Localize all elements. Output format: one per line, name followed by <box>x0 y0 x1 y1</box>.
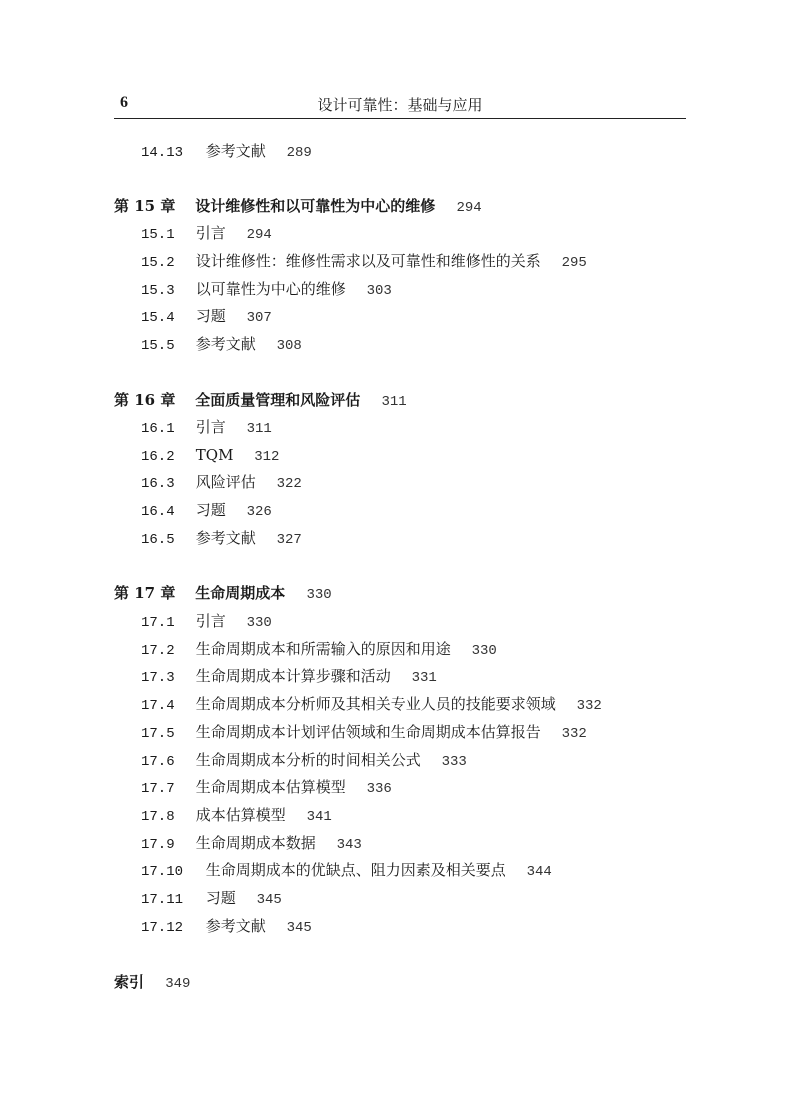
section-number: 15.5 <box>141 338 175 354</box>
section-title: 以可靠性为中心的维修 <box>195 280 346 298</box>
section-title: 生命周期成本数据 <box>195 834 316 852</box>
chapter-heading[interactable] <box>114 390 407 412</box>
page-ref: 322 <box>276 476 302 492</box>
section-title: 习题 <box>195 307 226 325</box>
toc-entry[interactable] <box>141 694 602 716</box>
chapter-title: 全面质量管理和风险评估 <box>195 391 361 409</box>
section-title: 生命周期成本的优缺点、阻力因素及相关要点 <box>205 861 506 879</box>
section-title: 参考文献 <box>195 529 256 547</box>
section-number: 17.10 <box>141 864 184 880</box>
section-title: 引言 <box>195 612 226 630</box>
section-title: 生命周期成本分析师及其相关专业人员的技能要求领域 <box>195 695 556 713</box>
page-ref: 327 <box>276 532 302 548</box>
section-number: 16.3 <box>141 476 175 492</box>
page-ref: 345 <box>256 892 282 908</box>
toc-entry[interactable] <box>141 334 302 356</box>
running-title: 设计可靠性：基础与应用 <box>317 96 483 114</box>
page-ref: 330 <box>246 615 272 631</box>
toc-entry[interactable] <box>141 639 497 661</box>
index-label: 索引 <box>114 973 145 991</box>
section-title: TQM <box>195 446 234 464</box>
page-ref: 344 <box>526 864 552 880</box>
page-ref: 333 <box>441 754 467 770</box>
toc-entry[interactable] <box>141 417 272 439</box>
section-number: 17.12 <box>141 920 184 936</box>
toc-entry[interactable] <box>141 666 437 688</box>
toc-entry[interactable] <box>141 251 587 273</box>
toc-entry[interactable] <box>141 916 312 938</box>
section-title: 引言 <box>195 224 226 242</box>
chapter-label: 第 16 章 <box>114 391 176 409</box>
section-title: 成本估算模型 <box>195 806 286 824</box>
toc-entry[interactable] <box>141 777 392 799</box>
section-number: 16.1 <box>141 421 175 437</box>
section-number: 16.4 <box>141 504 175 520</box>
section-number: 15.3 <box>141 283 175 299</box>
running-header <box>114 92 686 119</box>
page-ref: 289 <box>286 145 312 161</box>
page-ref: 326 <box>246 504 272 520</box>
page-ref: 331 <box>411 670 437 686</box>
section-number: 16.5 <box>141 532 175 548</box>
section-number: 17.11 <box>141 892 184 908</box>
toc-entry[interactable] <box>141 888 282 910</box>
toc-entry[interactable] <box>141 223 272 245</box>
section-number: 15.2 <box>141 255 175 271</box>
section-number: 17.9 <box>141 837 175 853</box>
section-title: 生命周期成本分析的时间相关公式 <box>195 751 421 769</box>
toc-entry[interactable] <box>141 306 272 328</box>
toc-entry[interactable] <box>141 750 467 772</box>
section-title: 参考文献 <box>205 142 266 160</box>
toc-entry[interactable] <box>141 279 392 301</box>
section-number: 17.1 <box>141 615 175 631</box>
section-number: 17.6 <box>141 754 175 770</box>
section-title: 引言 <box>195 418 226 436</box>
toc-entry[interactable] <box>141 528 302 550</box>
section-title: 风险评估 <box>195 473 256 491</box>
section-title: 习题 <box>195 501 226 519</box>
page-ref: 341 <box>306 809 332 825</box>
page-ref: 343 <box>336 837 362 853</box>
section-number: 17.8 <box>141 809 175 825</box>
toc-entry[interactable] <box>141 445 279 467</box>
toc-entry[interactable] <box>141 860 552 882</box>
page-ref: 308 <box>276 338 302 354</box>
chapter-title: 设计维修性和以可靠性为中心的维修 <box>195 197 436 215</box>
chapter-label: 第 15 章 <box>114 197 176 215</box>
section-title: 参考文献 <box>205 917 266 935</box>
section-number: 17.2 <box>141 643 175 659</box>
section-title: 参考文献 <box>195 335 256 353</box>
page-ref: 294 <box>246 227 272 243</box>
toc-entry[interactable] <box>141 722 587 744</box>
section-number: 16.2 <box>141 449 175 465</box>
page-ref: 336 <box>366 781 392 797</box>
section-title: 习题 <box>205 889 236 907</box>
section-number: 17.7 <box>141 781 175 797</box>
chapter-heading[interactable] <box>114 196 482 218</box>
page-ref: 303 <box>366 283 392 299</box>
page-number: 6 <box>120 94 128 111</box>
page-ref: 294 <box>456 200 482 216</box>
page-ref: 330 <box>306 587 332 603</box>
section-number: 15.4 <box>141 310 175 326</box>
chapter-label: 第 17 章 <box>114 584 176 602</box>
section-number: 14.13 <box>141 145 184 161</box>
page-ref: 312 <box>254 449 280 465</box>
chapter-heading[interactable] <box>114 583 332 605</box>
section-title: 生命周期成本计划评估领域和生命周期成本估算报告 <box>195 723 541 741</box>
page-ref: 332 <box>576 698 602 714</box>
page-ref: 311 <box>381 394 407 410</box>
page-ref: 295 <box>561 255 587 271</box>
page-ref: 307 <box>246 310 272 326</box>
page-ref: 311 <box>246 421 272 437</box>
toc-entry[interactable] <box>141 611 272 633</box>
page-ref: 330 <box>471 643 497 659</box>
page-ref: 332 <box>561 726 587 742</box>
toc-entry[interactable] <box>141 805 332 827</box>
section-title: 生命周期成本计算步骤和活动 <box>195 667 391 685</box>
page-ref: 345 <box>286 920 312 936</box>
section-title: 生命周期成本估算模型 <box>195 778 346 796</box>
toc-entry[interactable] <box>141 472 302 494</box>
section-number: 17.3 <box>141 670 175 686</box>
chapter-title: 生命周期成本 <box>195 584 286 602</box>
toc-entry[interactable] <box>141 141 312 163</box>
toc-entry[interactable] <box>141 833 362 855</box>
toc-entry[interactable] <box>141 500 272 522</box>
section-number: 17.5 <box>141 726 175 742</box>
section-number: 15.1 <box>141 227 175 243</box>
section-title: 设计维修性：维修性需求以及可靠性和维修性的关系 <box>195 252 541 270</box>
section-number: 17.4 <box>141 698 175 714</box>
section-title: 生命周期成本和所需输入的原因和用途 <box>195 640 451 658</box>
page-ref: 349 <box>165 976 191 992</box>
index-heading[interactable] <box>114 972 190 994</box>
